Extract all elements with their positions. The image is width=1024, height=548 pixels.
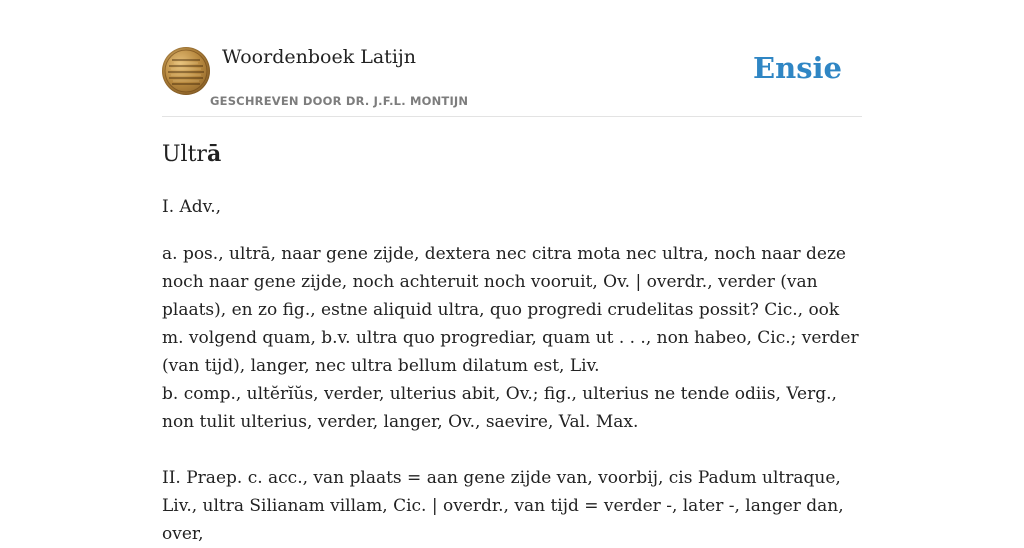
sense-1-heading: I. Adv., (162, 197, 222, 217)
sense-2-text: II. Praep. c. acc., van plaats = aan gene zijde van, voorbij, cis Padum ultraque, Liv., ultra Silianam villam, Cic. | overdr., van tijd = verder -, later -, langer dan, over, (162, 468, 844, 544)
entry-title-ending: ā (206, 141, 222, 167)
sense-1b-text: b. comp., ultĕrĭŭs, verder, ulterius abit, Ov.; fig., ulterius ne tende odiis, Verg., non tulit ulterius, verder, langer, Ov., saevire, Val. Max. (162, 384, 837, 432)
coin-seal-icon[interactable] (162, 47, 210, 95)
entry-title (162, 136, 862, 173)
entry-content (162, 136, 862, 548)
author-byline: GESCHREVEN DOOR DR. J.F.L. MONTIJN (210, 94, 469, 108)
dictionary-title[interactable]: Woordenboek Latijn (222, 46, 417, 68)
sense-1a-text: a. pos., ultrā, naar gene zijde, dextera nec citra mota nec ultra, noch naar deze noch naar gene zijde, noch achteruit noch vooruit, Ov. | overdr., verder (van plaats), en zo fig., estne aliquid ultra, quo progredi crudelitas possit? Cic., ook m. volgend quam, b.v. ultra quo progrediar, quam ut . . ., non habeo, Cic.; verder (van tijd), langer, nec ultra bellum dilatum est, Liv. (162, 244, 859, 376)
entry-title-stem: Ultr (162, 142, 207, 167)
ensie-logo-link[interactable]: Ensie (753, 51, 842, 85)
coin-engraving (162, 47, 210, 95)
site-header (162, 44, 862, 117)
